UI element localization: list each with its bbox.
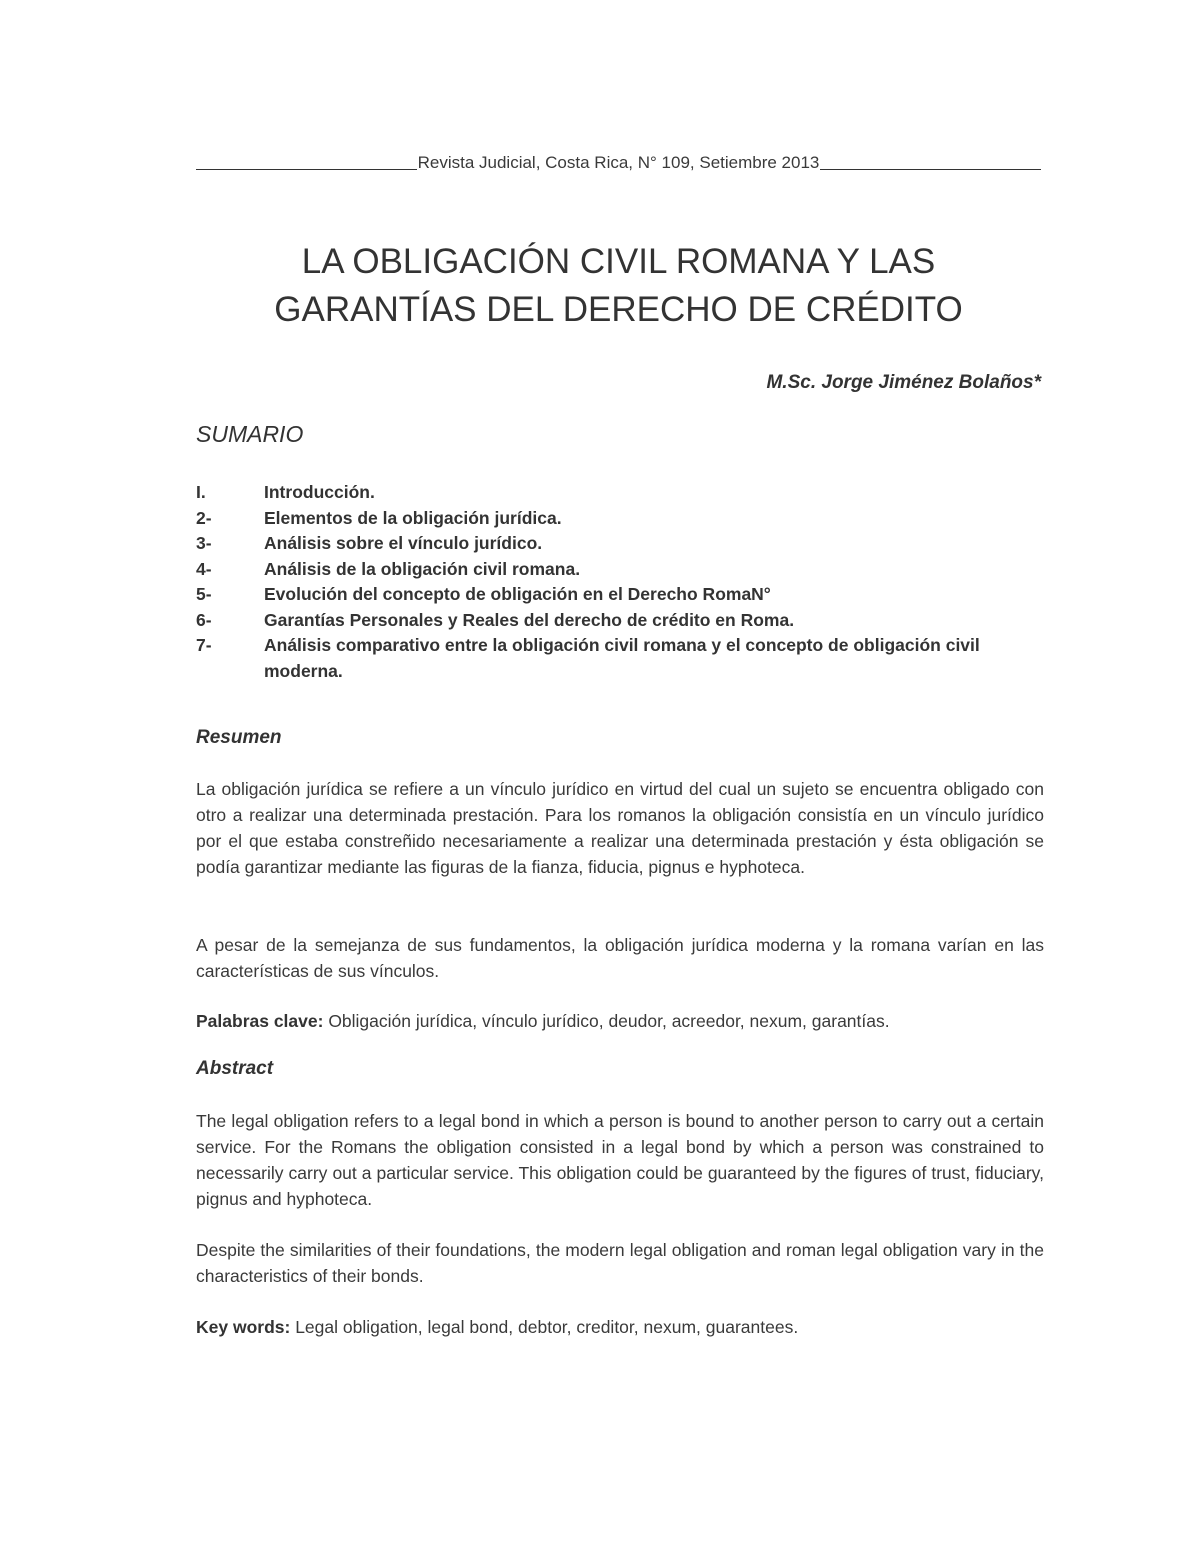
key-words-label: Key words: xyxy=(196,1317,291,1337)
toc-number: I. xyxy=(196,482,206,502)
toc-number: 3- xyxy=(196,533,212,553)
abstract-paragraph-2: Despite the similarities of their foundations, the modern legal obligation and roman legal obligation vary in the characteristics of their bonds. xyxy=(196,1240,1044,1286)
toc-item xyxy=(196,506,1041,532)
toc-item xyxy=(196,608,1041,634)
abstract-paragraph-1: The legal obligation refers to a legal bond in which a person is bound to another person to carry out a certain service. For the Romans the obligation consisted in a legal bond by which a person was constrained to necessarily carry out a particular service. This obligation could be guaranteed by the figures of trust, fiduciary, pignus and hyphoteca. xyxy=(196,1111,1044,1209)
header-rule-right xyxy=(820,169,1041,170)
toc-text: Análisis sobre el vínculo jurídico. xyxy=(264,533,543,553)
table-of-contents xyxy=(196,480,1041,684)
toc-number: 5- xyxy=(196,584,212,604)
article-title xyxy=(196,238,1041,334)
title-line-2: GARANTÍAS DEL DERECHO DE CRÉDITO xyxy=(274,290,963,329)
toc-item xyxy=(196,480,1041,506)
toc-number: 6- xyxy=(196,609,212,630)
palabras-clave-text: Obligación jurídica, vínculo jurídico, deudor, acreedor, nexum, garantías. xyxy=(323,1011,890,1031)
toc-number: 2- xyxy=(196,507,212,528)
resumen-paragraph-1: La obligación jurídica se refiere a un vínculo jurídico en virtud del cual un sujeto se encuentra obligado con otro a realizar una determinada prestación. Para los romanos la obligación consistía en un vínculo jurídico por el que estaba constreñido necesariamente a realizar una determinada prestación y ésta obligación se podía garantizar mediante las figuras de la fianza, fiducia, pignus e hyphoteca. xyxy=(196,779,1044,877)
toc-text: Garantías Personales y Reales del derecho de crédito en Roma. xyxy=(264,609,795,630)
toc-text: Introducción. xyxy=(264,482,375,502)
abstract-heading: Abstract xyxy=(196,1058,274,1079)
toc-text: Evolución del concepto de obligación en el Derecho RomaN° xyxy=(264,584,771,604)
palabras-clave xyxy=(196,1008,1044,1034)
toc-item xyxy=(196,557,1041,583)
author-name: M.Sc. Jorge Jiménez Bolaños* xyxy=(766,372,1041,393)
toc-number: 7- xyxy=(196,635,212,655)
toc-item xyxy=(196,633,1041,684)
toc-number: 4- xyxy=(196,558,212,579)
sumario-heading: SUMARIO xyxy=(196,421,304,447)
resumen-heading: Resumen xyxy=(196,727,282,748)
header-rule-left xyxy=(196,169,417,170)
toc-text: Análisis comparativo entre la obligación civil romana y el concepto de obligación civil moderna. xyxy=(264,635,980,681)
toc-item xyxy=(196,582,1041,608)
toc-item xyxy=(196,531,1041,557)
palabras-clave-label: Palabras clave: xyxy=(196,1011,324,1031)
toc-text: Análisis de la obligación civil romana. xyxy=(264,558,581,579)
toc-text: Elementos de la obligación jurídica. xyxy=(264,507,562,528)
journal-header xyxy=(196,153,1041,173)
resumen-paragraph-2: A pesar de la semejanza de sus fundamentos, la obligación jurídica moderna y la romana varían en las características de sus vínculos. xyxy=(196,935,1044,981)
key-words-text: Legal obligation, legal bond, debtor, creditor, nexum, guarantees. xyxy=(290,1317,799,1337)
key-words xyxy=(196,1314,1044,1340)
journal-header-text: Revista Judicial, Costa Rica, N° 109, Setiembre 2013 xyxy=(417,153,820,172)
title-line-1: LA OBLIGACIÓN CIVIL ROMANA Y LAS xyxy=(301,242,936,281)
